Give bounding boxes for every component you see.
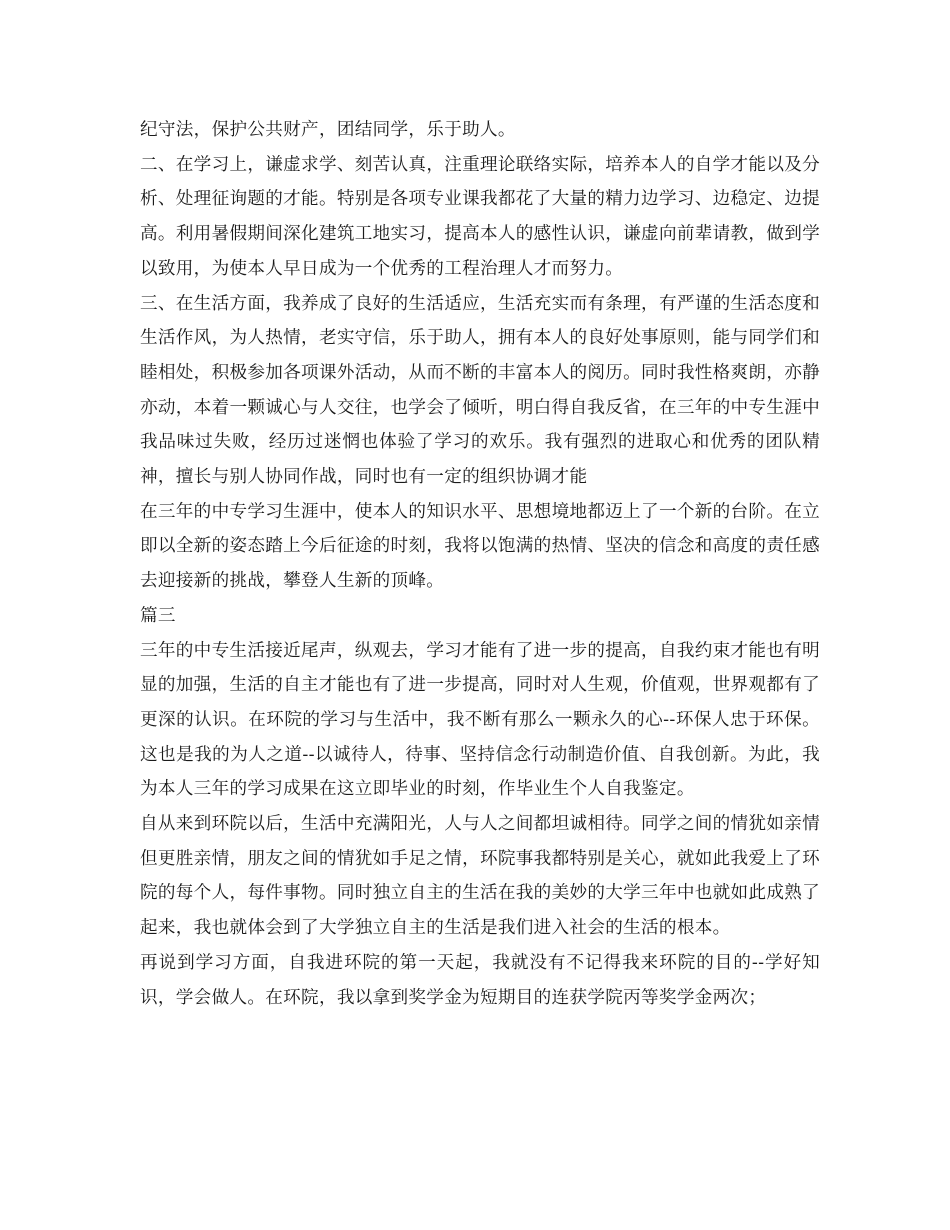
paragraph-study: 二、在学习上，谦虚求学、刻苦认真，注重理论联络实际，培养本人的自学才能以及分析、处理征询题的才能。特别是各项专业课我都花了大量的精力边学习、边稳定、边提高。利用暑假期间深化建筑工地实习，提高本人的感性认识，谦虚向前辈请教，做到学以致用，为使本人早日成为一个优秀的工程治理人才而努力。 (140, 154, 820, 279)
section-heading: 篇三 (140, 605, 176, 626)
paragraph-environment: 自从来到环院以后，生活中充满阳光，人与人之间都坦诚相待。同学之间的情犹如亲情但更胜亲情，朋友之间的情犹如手足之情，环院事我都特别是关心，就如此我爱上了环院的每个人，每件事物。同时独立自主的生活在我的美妙的大学三年中也就如此成熟了起来，我也就体会到了大学独立自主的生活是我们进入社会的生活的根本。 (140, 814, 820, 939)
paragraph-intro: 三年的中专生活接近尾声，纵观去，学习才能有了进一步的提高，自我约束才能也有明显的加强，生活的自主才能也有了进一步提高，同时对人生观，价值观，世界观都有了更深的认识。在环院的学习与生活中，我不断有那么一颗永久的心--环保人忠于环保。这也是我的为人之道--以诚待人，待事、坚持信念行动制造价值、自我创新。为此，我为本人三年的学习成果在这立即毕业的时刻，作毕业生个人自我鉴定。 (140, 640, 820, 800)
paragraph-continuation: 纪守法，保护公共财产，团结同学，乐于助人。 (140, 120, 516, 140)
document-body (140, 113, 820, 1015)
paragraph-learning: 再说到学习方面，自我进环院的第一天起，我就没有不记得我来环院的目的--学好知识，学会做人。在环院，我以拿到奖学金为短期目的连获学院丙等奖学金两次； (140, 952, 820, 1008)
paragraph-life: 三、在生活方面，我养成了良好的生活适应，生活充实而有条理，有严谨的生活态度和生活作风，为人热情，老实守信，乐于助人，拥有本人的良好处事原则，能与同学们和睦相处，积极参加各项课外活动，从而不断的丰富本人的阅历。同时我性格爽朗，亦静亦动，本着一颗诚心与人交往，也学会了倾听，明白得自我反省，在三年的中专生涯中我品味过失败，经历过迷惘也体验了学习的欢乐。我有强烈的进取心和优秀的团队精神，擅长与别人协同作战，同时也有一定的组织协调才能 (140, 293, 820, 488)
paragraph-summary: 在三年的中专学习生涯中，使本人的知识水平、思想境地都迈上了一个新的台阶。在立即以全新的姿态踏上今后征途的时刻，我将以饱满的热情、坚决的信念和高度的责任感去迎接新的挑战，攀登人生新的顶峰。 (140, 501, 820, 592)
